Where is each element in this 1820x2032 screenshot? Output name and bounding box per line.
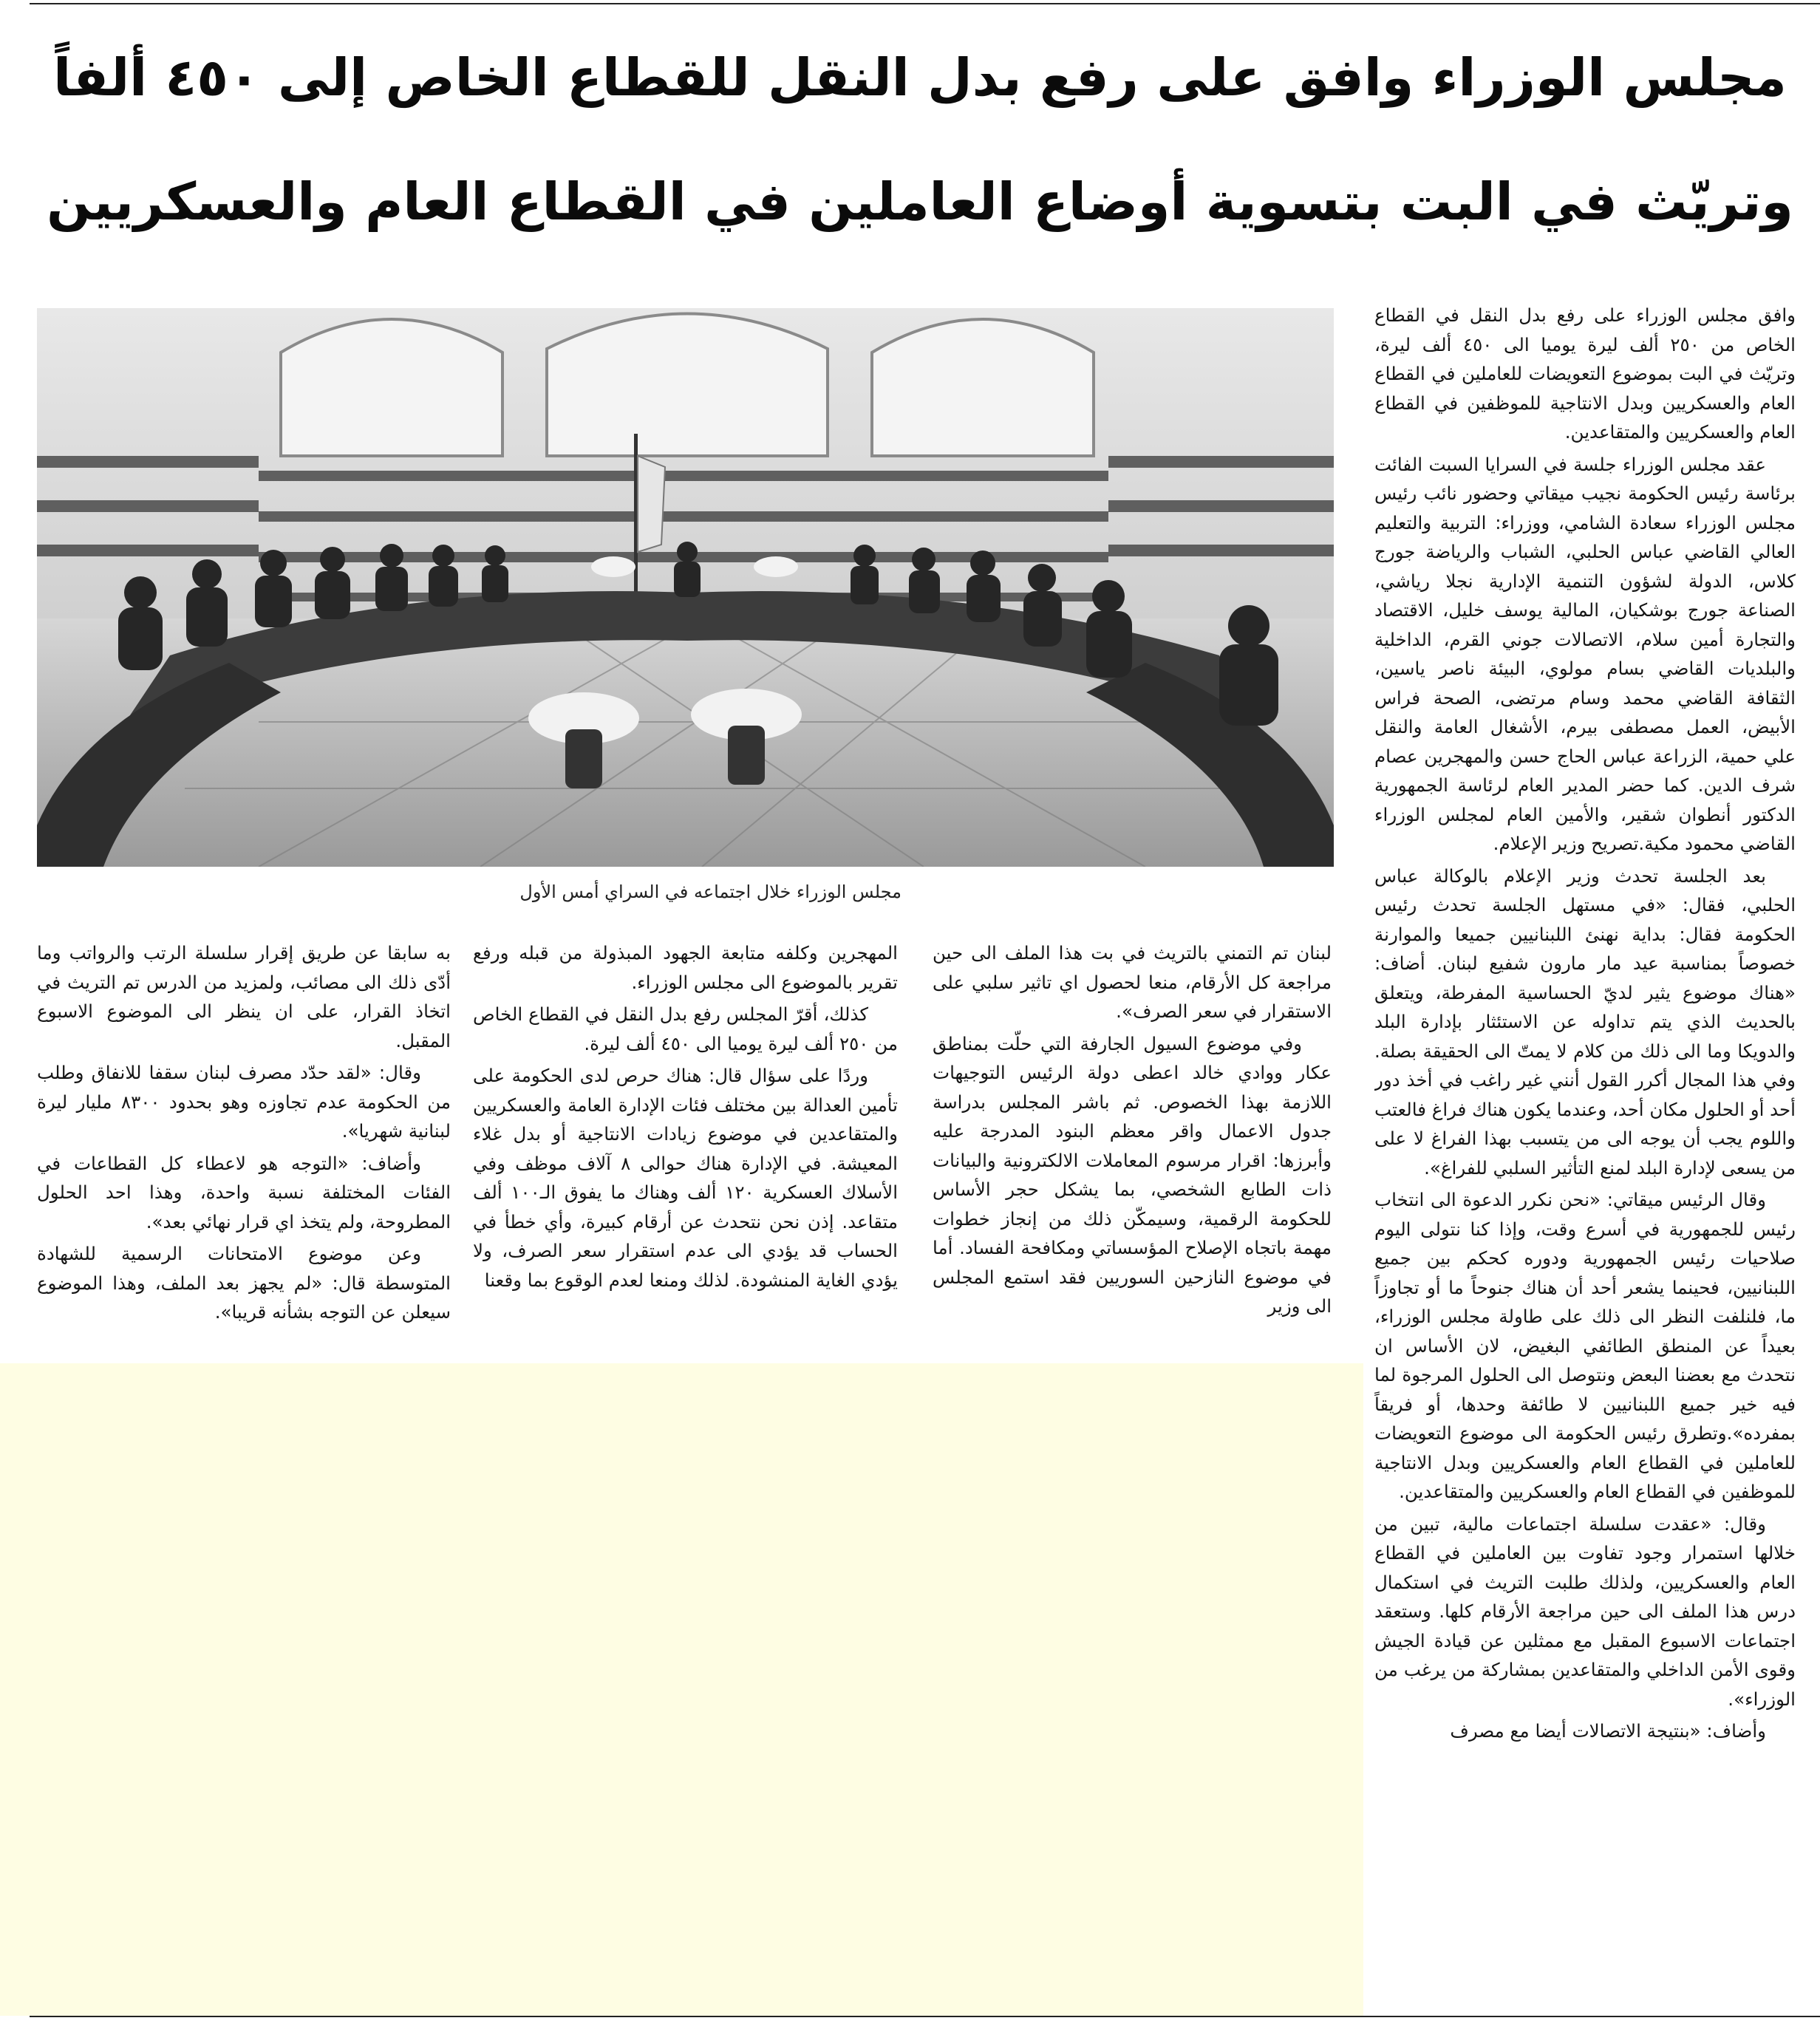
paragraph: وقال: «عقدت سلسلة اجتماعات مالية، تبين من خلالها استمرار وجود تفاوت بين العاملين في القطاع العام والعسكريين، ولذلك طلبت التريث في استكمال درس هذا الملف الى حين مراجعة الأرقام كلها. وستعقد اجتماعات الاسبوع المقبل مع ممثلين عن قيادة الجيش وقوى الأمن الداخلي والمتقاعدين بمشاركة من يرغب من الوزراء».	[1374, 1513, 1796, 1710]
headline-line-2: وتريّث في البت بتسوية أوضاع العاملين في القطاع العام والعسكريين	[47, 171, 1793, 232]
paragraph: المهجرين وكلفه متابعة الجهود المبذولة من قبله ورفع تقرير بالموضوع الى مجلس الوزراء.	[473, 942, 898, 993]
paragraph: وردًا على سؤال قال: هناك حرص لدى الحكومة على تأمين العدالة بين مختلف فئات الإدارة العامة والعسكريين والمتقاعدين في موضوع زيادات الانتاجية أو بدل غلاء المعيشة. في الإدارة هناك حوالى ٨ آلاف موظف وفي الأسلاك العسكرية ١٢٠ ألف وهناك ما يفوق الـ١٠٠ ألف متقاعد. إذن نحن نتحدث عن أرقام كبيرة، وأي خطأ في الحساب قد يؤدي الى عدم استقرار سعر الصرف، ولا يؤدي الغاية المنشودة. لذلك ومنعا لعدم الوقوع بما وقعنا	[473, 1065, 898, 1291]
paragraph: وعن موضوع الامتحانات الرسمية للشهادة المتوسطة قال: «لم يجهز بعد الملف، وهذا الموضوع سيعلن عن التوجه بشأنه قريبا».	[37, 1243, 451, 1323]
paragraph: وفي موضوع السيول الجارفة التي حلّت بمناطق عكار ووادي خالد اعطى دولة الرئيس التوجيهات اللازمة بهذا الخصوص. ثم باشر المجلس بدراسة جدول الاعمال واقر معظم البنود المدرجة عليه وأبرزها: اقرار مرسوم المعاملات الالكترونية والبيانات ذات الطابع الشخصي، بما يشكل حجر الأساس للحكومة الرقمية، وسيمكّن ذلك من إنجاز خطوات مهمة باتجاه الإصلاح المؤسساتي ومكافحة الفساد. أما في موضوع النازحين السوريين فقد استمع المجلس الى وزير	[933, 1032, 1332, 1317]
paragraph: به سابقا عن طريق إقرار سلسلة الرتب والرواتب وما أدّى ذلك الى مصائب، ولمزيد من الدرس تم التريث في اتخاذ القرار، على ان ينظر الى الموضوع الاسبوع المقبل.	[37, 942, 451, 1051]
paragraph: وقال الرئيس ميقاتي: «نحن نكرر الدعوة الى انتخاب رئيس للجمهورية في أسرع وقت، وإذا كنا نتولى اليوم صلاحيات رئيس الجمهورية ودوره كحكم بين جميع اللبنانيين، فحينما يشعر أحد أن هناك جنوحاً ما أو تجاوزاً ما، فلنلفت النظر الى ذلك على طاولة مجلس الوزراء، بعيداً عن المنطق الطائفي البغيض، لان الأساس ان نتحدث مع بعضنا البعض ونتوصل الى الحلول المرجوة لما فيه خير جميع اللبنانيين لا طائفة وحدها، أو فريقاً بمفرده».وتطرق رئيس الحكومة الى موضوع التعويضات للعاملين في القطاع العام والعسكريين وبدل الانتاجية للموظفين في القطاع العام والعسكريين والمتقاعدين.	[1374, 1189, 1796, 1502]
paragraph: وافق مجلس الوزراء على رفع بدل النقل في القطاع الخاص من ٢٥٠ ألف ليرة يوميا الى ٤٥٠ ألف ليرة، وتريّث في البت بموضوع التعويضات للعاملين في القطاع العام والعسكريين وبدل الانتاجية للموظفين في القطاع العام والعسكريين والمتقاعدين.	[1374, 304, 1796, 443]
cabinet-meeting-photo	[37, 308, 1334, 867]
paragraph: بعد الجلسة تحدث وزير الإعلام بالوكالة عباس الحلبي، فقال: «في مستهل الجلسة تحدث رئيس الحكومة فقال: بداية نهنئ اللبنانيين جميعا والموارنة خصوصاً بمناسبة عيد مار مارون شفيع لبنان. أضاف: «هناك موضوع يثير لديّ الحساسية المفرطة، ويتعلق بالحديث الذي يتم تداوله عن الاستئثار بإدارة البلد والدويكا وما الى ذلك من كلام لا يمتّ الى الحقيقة بصلة. وفي هذا المجال أكرر القول أنني غير راغب في أخذ دور أحد أو الحلول مكان أحد، وعندما يكون هناك فراغ فالعتب واللوم يجب أن يوجه الى من يتسبب بهذا الفراغ لا على من يسعى لإدارة البلد لمنع التأثير السلبي للفراغ».	[1374, 865, 1796, 1179]
top-rule	[30, 3, 1820, 4]
paragraph: وقال: «لقد حدّد مصرف لبنان سقفا للانفاق وطلب من الحكومة عدم تجاوزه وهو بحدود ٨٣٠٠ مليار ليرة لبنانية شهريا».	[37, 1062, 451, 1142]
headline-line-1: مجلس الوزراء وافق على رفع بدل النقل للقطاع الخاص إلى ٤٥٠ ألفاً	[53, 47, 1787, 108]
paragraph: وأضاف: «بنتيجة الاتصالات أيضا مع مصرف	[1450, 1720, 1766, 1742]
article-column-a	[933, 938, 1332, 1363]
paragraph: لبنان تم التمني بالتريث في بت هذا الملف الى حين مراجعة كل الأرقام، منعا لحصول اي تاثير سلبي على الاستقرار في سعر الصرف».	[933, 942, 1332, 1022]
article-column-b	[473, 938, 898, 1363]
paragraph: عقد مجلس الوزراء جلسة في السرايا السبت الفائت برئاسة رئيس الحكومة نجيب ميقاتي وحضور نائب رئيس مجلس الوزراء سعادة الشامي، ووزراء: التربية والتعليم العالي القاضي عباس الحلبي، الشباب والرياضة جورج كلاس، الدولة لشؤون التنمية الإدارية نجلا رياشي، الصناعة جورج بوشكيان، المالية يوسف خليل، الاقتصاد والتجارة أمين سلام، الاتصالات جوني القرم، الداخلية والبلديات القاضي بسام مولوي، البيئة ناصر ياسين، الثقافة القاضي محمد وسام مرتضى، الصحة فراس الأبيض، العمل مصطفى بيرم، الأشغال العامة والنقل علي حمية، الزراعة عباس الحاج حسن والمهجرين عصام شرف الدين. كما حضر المدير العام لرئاسة الجمهورية الدكتور أنطوان شقير، والأمين العام لمجلس الوزراء القاضي محمود مكية.تصريح وزير الإعلام.	[1374, 453, 1796, 854]
bottom-rule	[30, 2016, 1820, 2017]
paragraph: كذلك، أقرّ المجلس رفع بدل النقل في القطاع الخاص من ٢٥٠ ألف ليرة يوميا الى ٤٥٠ ألف ليرة.	[473, 1003, 898, 1054]
article-column-c	[37, 938, 451, 1363]
blank-ad-area	[0, 1363, 1363, 2016]
photo-caption: مجلس الوزراء خلال اجتماعه في السراي أمس الأول	[519, 882, 902, 902]
paragraph: وأضاف: «التوجه هو لاعطاء كل القطاعات في الفئات المختلفة نسبة واحدة، وهذا احد الحلول المطروحة، ولم يتخذ اي قرار نهائي بعد».	[37, 1152, 451, 1233]
article-column-main	[1374, 301, 1796, 2000]
